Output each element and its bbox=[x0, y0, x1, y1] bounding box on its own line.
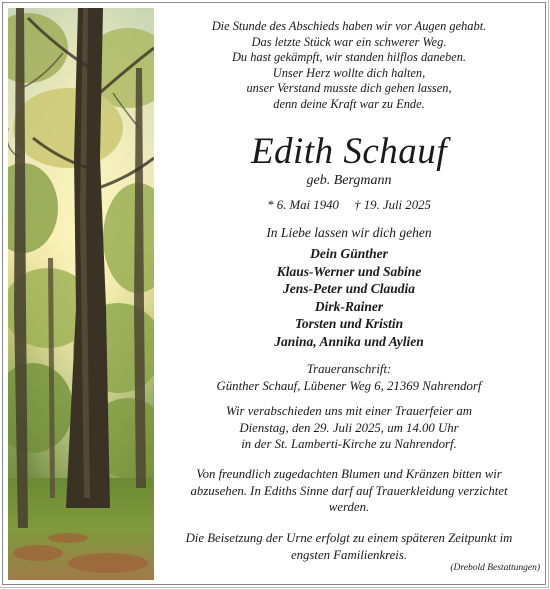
poem bbox=[160, 19, 538, 112]
flowers-line: werden. bbox=[328, 500, 370, 514]
family-member: Torsten und Kristin bbox=[294, 316, 404, 331]
poem-line: Du hast gekämpft, wir standen hilflos daneben. bbox=[231, 50, 467, 64]
family-intro: In Liebe lassen wir dich gehen bbox=[266, 225, 432, 240]
funeral-home-credit: (Drebold Bestattungen) bbox=[450, 563, 540, 573]
birth-name: geb. Bergmann bbox=[306, 173, 392, 188]
deceased-name: Edith Schauf bbox=[250, 131, 448, 172]
address-label: Traueranschrift: bbox=[306, 362, 392, 376]
family-member: Janina, Annika und Aylien bbox=[274, 333, 424, 349]
family-list bbox=[160, 245, 538, 350]
family-member: Jens-Peter und Claudia bbox=[282, 281, 415, 296]
mourning-address bbox=[160, 361, 538, 394]
flowers-note bbox=[160, 466, 538, 516]
birth-date: * 6. Mai 1940 bbox=[267, 198, 339, 212]
poem-line: Unser Herz wollte dich halten, bbox=[272, 65, 426, 80]
burial-line: engsten Familienkreis. bbox=[290, 547, 408, 562]
service-line: in der St. Lamberti-Kirche zu Nahrendorf. bbox=[241, 437, 457, 451]
forest-illustration bbox=[8, 8, 154, 580]
family-member: Klaus-Werner und Sabine bbox=[276, 263, 422, 279]
flowers-line: Von freundlich zugedachten Blumen und Kränzen bitten wir bbox=[196, 467, 502, 481]
family-member: Dein Günther bbox=[310, 246, 388, 261]
flowers-line: abzusehen. In Ediths Sinne darf auf Trauerkleidung verzichtet bbox=[190, 483, 508, 498]
burial-note bbox=[160, 530, 538, 563]
service-line: Wir verabschieden uns mit einer Trauerfeier am bbox=[226, 404, 472, 418]
service-info bbox=[160, 403, 538, 453]
poem-line: Die Stunde des Abschieds haben wir vor Augen gehabt. bbox=[211, 19, 487, 33]
burial-line: Die Beisetzung der Urne erfolgt zu einem späteren Zeitpunkt im bbox=[185, 531, 513, 545]
service-line: Dienstag, den 29. Juli 2025, um 14.00 Uhr bbox=[239, 420, 459, 435]
poem-line: denn deine Kraft war zu Ende. bbox=[273, 96, 425, 111]
family-member: Dirk-Rainer bbox=[314, 298, 384, 314]
death-date: † 19. Juli 2025 bbox=[354, 198, 431, 212]
poem-line: Das letzte Stück war ein schwerer Weg. bbox=[251, 34, 447, 49]
forest-photo bbox=[8, 8, 154, 580]
poem-line: unser Verstand musste dich gehen lassen, bbox=[246, 81, 452, 95]
address-value: Günther Schauf, Lübener Weg 6, 21369 Nahrendorf bbox=[216, 378, 482, 393]
life-dates bbox=[160, 197, 538, 213]
